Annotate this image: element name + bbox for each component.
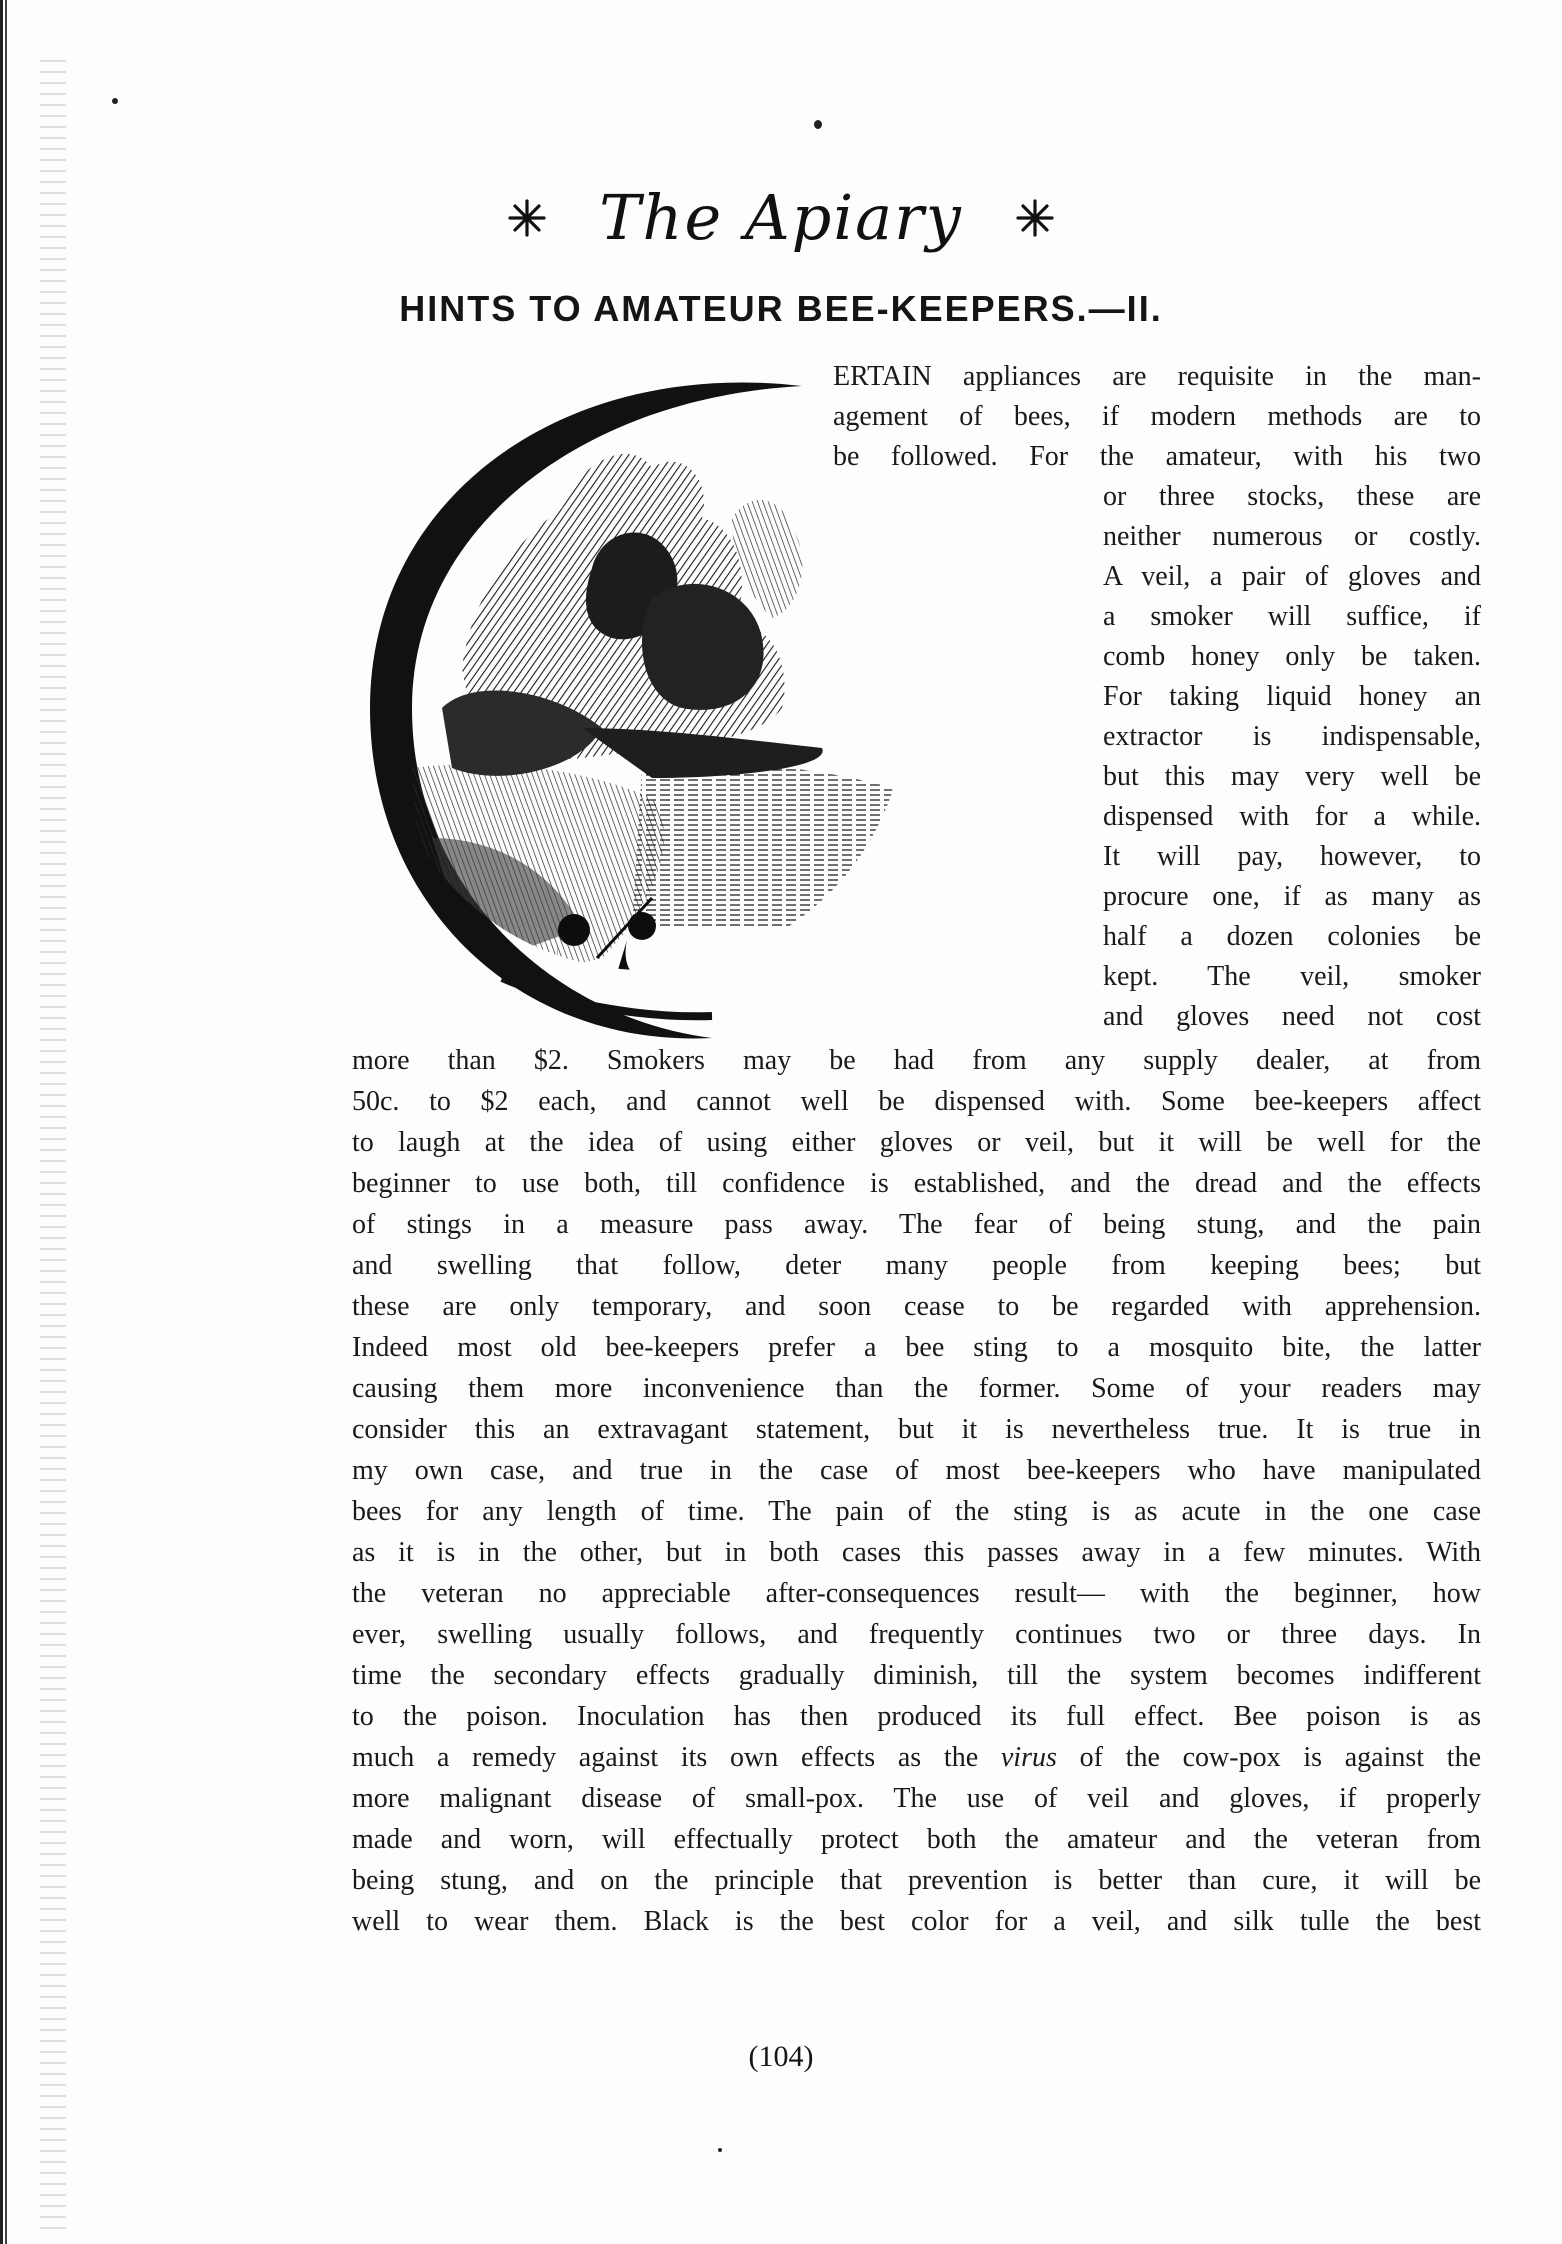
text-line: kept. The veil, smoker bbox=[1103, 961, 1481, 992]
section-heading bbox=[0, 170, 1562, 265]
text-line: agement of bees, if modern methods are to bbox=[833, 401, 1481, 432]
text-line: as it is in the other, but in both cases this passes away in a few minutes. With bbox=[352, 1537, 1481, 1568]
text-line: or three stocks, these are bbox=[1103, 481, 1481, 512]
asterisk-ornament-icon bbox=[1015, 198, 1055, 238]
text-line: Indeed most old bee-keepers prefer a bee sting to a mosquito bite, the latter bbox=[352, 1332, 1481, 1363]
text-line: of stings in a measure pass away. The fear of being stung, and the pain bbox=[352, 1209, 1481, 1240]
text-line: half a dozen colonies be bbox=[1103, 921, 1481, 952]
page-binding-edge bbox=[0, 0, 14, 2244]
ink-speck bbox=[718, 2148, 722, 2152]
text-line: procure one, if as many as bbox=[1103, 881, 1481, 912]
italic-word: virus bbox=[1000, 1742, 1057, 1773]
text-line: these are only temporary, and soon cease to be regarded with apprehension. bbox=[352, 1291, 1481, 1322]
text-line: to laugh at the idea of using either gloves or veil, but it will be well for the bbox=[352, 1127, 1481, 1158]
asterisk-ornament-icon bbox=[507, 198, 547, 238]
text-line: my own case, and true in the case of most bee-keepers who have manipulated bbox=[352, 1455, 1481, 1486]
text-line: be followed. For the amateur, with his two bbox=[833, 441, 1481, 472]
text-line: much a remedy against its own effects as the virus of the cow-pox is against the bbox=[352, 1742, 1482, 1773]
text-line: neither numerous or costly. bbox=[1103, 521, 1481, 552]
text-line: and swelling that follow, deter many people from keeping bees; but bbox=[352, 1250, 1481, 1281]
text-line: bees for any length of time. The pain of the sting is as acute in the one case bbox=[352, 1496, 1481, 1527]
text-line: dispensed with for a while. bbox=[1103, 801, 1481, 832]
text-line: but this may very well be bbox=[1103, 761, 1481, 792]
text-line: It will pay, however, to bbox=[1103, 841, 1481, 872]
text-line: more than $2. Smokers may be had from any supply dealer, at from bbox=[352, 1045, 1481, 1076]
text-line: consider this an extravagant statement, but it is nevertheless true. It is true in bbox=[352, 1414, 1481, 1445]
text-line: more malignant disease of small-pox. The use of veil and gloves, if properly bbox=[352, 1783, 1481, 1814]
text-line: the veteran no appreciable after-consequences result— with the beginner, how bbox=[352, 1578, 1481, 1609]
text-line: and gloves need not cost bbox=[1103, 1001, 1481, 1032]
text-line: A veil, a pair of gloves and bbox=[1103, 561, 1481, 592]
text-line: time the secondary effects gradually diminish, till the system becomes indifferent bbox=[352, 1660, 1481, 1691]
text-line: For taking liquid honey an bbox=[1103, 681, 1481, 712]
article-title: HINTS TO AMATEUR BEE-KEEPERS.—II. bbox=[399, 288, 1163, 329]
text-line: being stung, and on the principle that prevention is better than cure, it will be bbox=[352, 1865, 1481, 1896]
text-line: to the poison. Inoculation has then produced its full effect. Bee poison is as bbox=[352, 1701, 1481, 1732]
text-line: comb honey only be taken. bbox=[1103, 641, 1481, 672]
text-line: 50c. to $2 each, and cannot well be dispensed with. Some bee-keepers affect bbox=[352, 1086, 1481, 1117]
page-number: (104) bbox=[748, 2040, 814, 2073]
text-line: beginner to use both, till confidence is established, and the dread and the effects bbox=[352, 1168, 1481, 1199]
text-line: ERTAIN appliances are requisite in the man- bbox=[833, 361, 1481, 392]
scan-gutter-marks bbox=[40, 60, 66, 2230]
text-line: a smoker will suffice, if bbox=[1103, 601, 1481, 632]
text-line: causing them more inconvenience than the former. Some of your readers may bbox=[352, 1373, 1481, 1404]
text-line: made and worn, will effectually protect both the amateur and the veteran from bbox=[352, 1824, 1481, 1855]
ink-speck bbox=[112, 98, 118, 104]
text-line: ever, swelling usually follows, and frequently continues two or three days. In bbox=[352, 1619, 1481, 1650]
text-line: extractor is indispensable, bbox=[1103, 721, 1481, 752]
text-line: well to wear them. Black is the best color for a veil, and silk tulle the best bbox=[352, 1906, 1481, 1937]
section-title: The Apiary bbox=[599, 181, 963, 254]
ink-speck bbox=[814, 120, 822, 129]
